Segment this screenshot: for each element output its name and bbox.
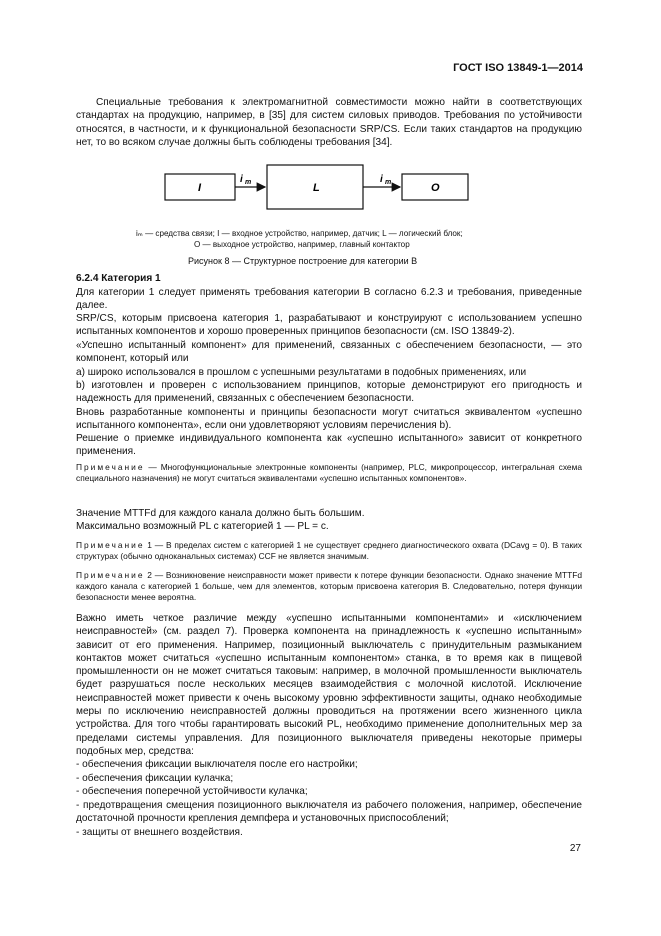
note-1-text: 1 — В пределах систем с категорией 1 не существует среднего диагностического охвата (DCavg = 0). В таких структурах (обычно одноканальных системах) CCF не является значимым. [76, 540, 582, 561]
measure-item-3: - обеспечения поперечной устойчивости кулачка; [76, 786, 308, 797]
list-item-b: b) изготовлен и проверен с использованием принципов, которые демонстрируют его пригодность и надежность для применений, связанных с обеспечением безопасности. [76, 380, 582, 405]
paragraph-3: «Успешно испытанный компонент» для применений, связанных с обеспечением безопасности, — это компонент, который или [76, 340, 582, 365]
page-number: 27 [569, 843, 581, 854]
pl-line: Максимально возможный PL с категорией 1 — PL = c. [76, 521, 329, 532]
measure-item-5: - защиты от внешнего воздействия. [76, 827, 243, 838]
paragraph-4: Вновь разработанные компоненты и принципы безопасности могут считаться эквивалентом «успешно испытанного компонента», если они удовлетворяют условиям перечисления b). [76, 407, 582, 432]
note-2 [76, 570, 582, 603]
section-title: 6.2.4 Категория 1 [76, 273, 161, 284]
document-header: ГОСТ ISO 13849-1—2014 [453, 62, 583, 74]
list-item-a: a) широко использовался в прошлом с успешными результатами в подобных применениях, или [76, 367, 527, 378]
figure-caption: Рисунок 8 — Структурное построение для категории B [188, 256, 418, 266]
note-2-text: 2 — Возникновение неисправности может привести к потере функции безопасности. Однако значение MTTFd каждого канала с категорией 1 больше, чем для элементов, которым присвоена категория B. Следовательно, потеря функции безопасности менее вероятна. [76, 570, 582, 602]
figure-legend-line-2: O — выходное устройство, например, главный контактор [194, 240, 410, 249]
input-block-label: I [198, 182, 202, 194]
link-1-label: i [240, 174, 243, 185]
note-1 [76, 540, 582, 562]
note-0-text: — Многофункциональные электронные компоненты (например, PLC, микропроцессор, интегральная схема специального назначения) не могут считаться эквивалентами «успешно испытанных компонентов». [76, 462, 582, 483]
output-block-label: O [431, 182, 440, 194]
block-diagram [0, 160, 661, 230]
mttf-line: Значение MTTFd для каждого канала должно быть большим. [76, 508, 365, 519]
paragraph-6: Важно иметь четкое различие между «успешно испытанными компонентами» и «исключением неисправностей» (см. раздел 7). Проверка компонента на принадлежность к «успешно испытанным» зависит от его применения. Например, позиционный выключатель с принудительным размыканием контактов может считаться «успешно испытанным компонентом» станка, в то время как в пищевой промышленности он не может считаться таковым: например, в молочной промышленности выключатель будет разрушаться после нескольких месяцев взаимодействия с молочной кислотой. Исключение неисправностей может привести к очень высокому уровню эффективности защиты, однако необходимые меры по исключению неисправностей должны проводиться на протяжении всего жизненного цикла устройства. Для того чтобы гарантировать высокий PL, необходимо применение дополнительных мер за пределами системы управления. Для позиционного выключателя приведены некоторые примеры подобных мер, средства: [76, 613, 582, 757]
paragraph-5: Решение о приемке индивидуального компонента как «успешно испытанного» зависит от конкретного применения. [76, 433, 582, 458]
measure-item-4: - предотвращения смещения позиционного выключателя из рабочего положения, например, обеспечение достаточной прочности крепления демпфера и установочных приспособлений; [76, 800, 582, 825]
note-2-label: Примечание [76, 570, 145, 580]
paragraph-1: Для категории 1 следует применять требования категории B согласно 6.2.3 и требования, приведенные далее. [76, 287, 582, 312]
note-0-label: Примечание [76, 462, 145, 472]
logic-block-label: L [313, 182, 320, 194]
link-2-label: i [380, 174, 383, 185]
link-2-subscript: m [385, 179, 392, 186]
link-1-subscript: m [245, 179, 252, 186]
paragraph-2: SRP/CS, которым присвоена категория 1, разрабатывают и конструируют с использованием успешно испытанных компонентов и хорошо проверенных принципов безопасности (см. ISO 13849-2). [76, 313, 582, 338]
note-0 [76, 462, 582, 484]
measure-item-1: - обеспечения фиксации выключателя после его настройки; [76, 759, 358, 770]
note-1-label: Примечание [76, 540, 145, 550]
figure-structure-category-b [0, 160, 661, 230]
measure-item-2: - обеспечения фиксации кулачка; [76, 773, 234, 784]
figure-legend-line-1: iₘ — средства связи; I — входное устройство, например, датчик; L — логический блок; [136, 229, 463, 238]
intro-paragraph: Специальные требования к электромагнитной совместимости можно найти в соответствующих стандартах на продукцию, например, в [35] для систем силовых приводов. Требования по устойчивости относятся, в частности, и к функциональной безопасности SRP/CS. Если таких стандартов на продукцию нет, то во всяком случае должны быть соблюдены требования [34]. [76, 97, 582, 148]
